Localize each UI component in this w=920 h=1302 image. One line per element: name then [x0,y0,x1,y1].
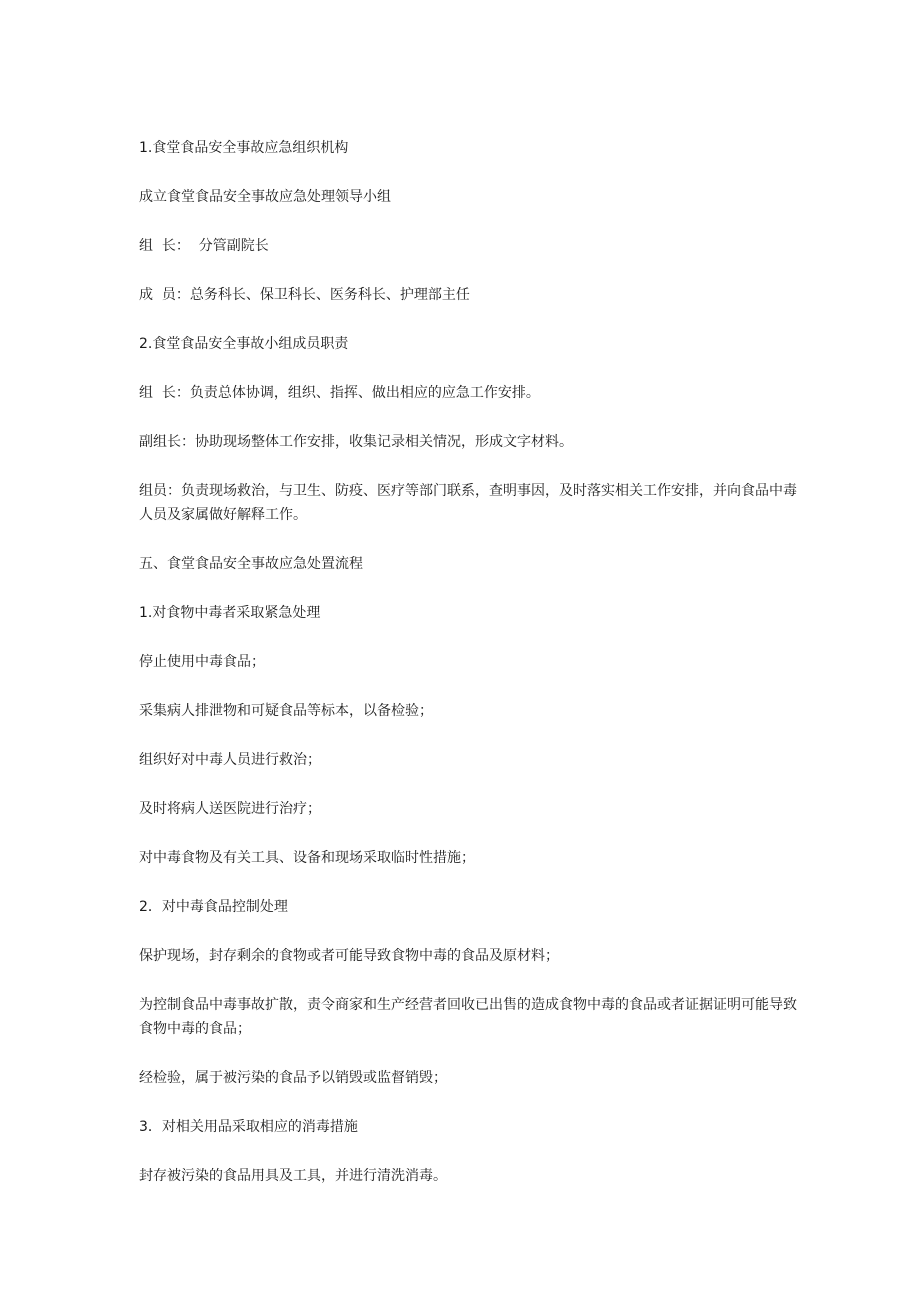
list-item-destroy: 经检验，属于被污染的食品予以销毁或监督销毁； [139,1070,447,1086]
list-item-organize-rescue: 组织好对中毒人员进行救治； [139,752,321,768]
paragraph-member-duty: 组员：负责现场救治，与卫生、防疫、医疗等部门联系，查明事因，及时落实相关工作安排，并向食品中毒人员及家属做好解释工作。 [139,483,797,523]
list-item-protect-scene: 保护现场，封存剩余的食物或者可能导致食物中毒的食品及原材料； [139,948,559,964]
list-item-stop-use: 停止使用中毒食品； [139,654,265,670]
heading-responsibilities: 2.食堂食品安全事故小组成员职责 [139,336,349,352]
heading-emergency-treatment: 1.对食物中毒者采取紧急处理 [139,605,321,621]
paragraph-leadership-group: 成立食堂食品安全事故应急处理领导小组 [139,189,391,205]
list-item-collect-samples: 采集病人排泄物和可疑食品等标本，以备检验； [139,703,433,719]
heading-organization: 1.食堂食品安全事故应急组织机构 [139,140,349,156]
list-item-seal-and-clean: 封存被污染的食品用具及工具，并进行清洗消毒。 [139,1168,447,1184]
paragraph-deputy-duty: 副组长：协助现场整体工作安排，收集记录相关情况，形成文字材料。 [139,434,573,450]
heading-disinfection: 3．对相关用品采取相应的消毒措施 [139,1119,358,1135]
list-item-recall: 为控制食品中毒事故扩散，责令商家和生产经营者回收已出售的造成食物中毒的食品或者证据证明可能导致食物中毒的食品； [139,997,797,1037]
list-item-temporary-measures: 对中毒食物及有关工具、设备和现场采取临时性措施； [139,850,475,866]
paragraph-members: 成 员：总务科长、保卫科长、医务科长、护理部主任 [139,287,470,303]
heading-section-five: 五、食堂食品安全事故应急处置流程 [139,556,363,572]
list-item-send-hospital: 及时将病人送医院进行治疗； [139,801,321,817]
heading-food-control: 2．对中毒食品控制处理 [139,899,288,915]
paragraph-leader-duty: 组 长：负责总体协调，组织、指挥、做出相应的应急工作安排。 [139,385,540,401]
paragraph-group-leader: 组 长： 分管副院长 [139,238,269,254]
document-body [139,136,799,1213]
